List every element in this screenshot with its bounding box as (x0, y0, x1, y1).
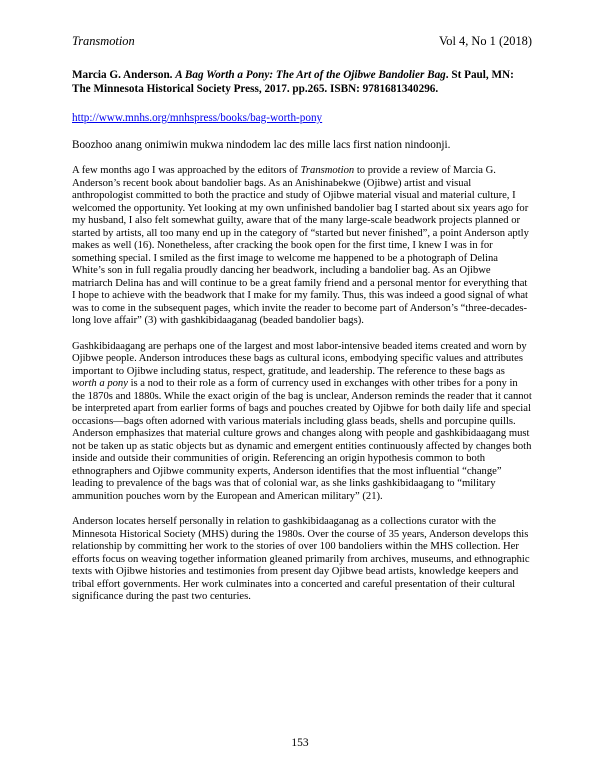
paragraph-2-text-a: Gashkibidaagang are perhaps one of the largest and most labor-intensive beaded items created and worn by Ojibwe people. Anderson introduces these bags as cultural icons, embodying specific values and attributes important to Ojibwe including status, respect, gratitude, and leadership. The reference to these bags as (72, 340, 527, 377)
citation-publication: . St Paul, MN: The Minnesota Historical Society Press, 2017. pp.265. ISBN: 9781681340296. (72, 69, 514, 95)
page-number: 153 (291, 737, 309, 749)
book-citation (72, 68, 532, 96)
paragraph-2 (72, 341, 532, 504)
paragraph-2-text-b: is a nod to their role as a form of currency used in exchanges with other tribes for a pony in the 1870s and 1880s. While the exact origin of the bag is unclear, Anderson reminds the reader that it cannot be interpreted apart from earlier forms of bags and pouches created by Ojibwe for both daily life and special occasions—bags often adorned with various materials including glass beads, shells and porcupine quills. Anderson emphasizes that material culture grows and changes along with people and gashkibidaagang must not be taken up as static objects but as dynamic and emergent entities continuously affected by changes both inside and outside their communities of origin. Referencing an origin hypothesis common to both ethnographers and Ojibwe community experts, Anderson identifies that the most influential “change” leading to prevalence of the bags was that of colonial war, as she links gashkibidaagang to “military ammunition pouches worn by the European and American military” (21). (72, 378, 532, 502)
paragraph-1-journal-name: Transmotion (300, 165, 355, 176)
journal-title: Transmotion (72, 34, 135, 48)
citation-book-title: A Bag Worth a Pony: The Art of the Ojibwe Bandolier Bag (175, 69, 446, 81)
citation-author: Marcia G. Anderson. (72, 69, 173, 81)
running-header (72, 34, 532, 49)
page-body (72, 34, 532, 617)
volume-issue: Vol 4, No 1 (2018) (438, 34, 532, 48)
paragraph-1 (72, 165, 532, 328)
paragraph-2-emphasis: worth a pony (72, 378, 128, 389)
paragraph-1-text-a: A few months ago I was approached by the editors of (72, 165, 301, 176)
ojibwe-greeting: Boozhoo anang onimiwin mukwa nindodem lac des mille lacs first nation nindoonji. (72, 139, 451, 151)
book-link[interactable]: http://www.mnhs.org/mnhspress/books/bag-worth-pony (72, 112, 323, 124)
paragraph-1-text-b: to provide a review of Marcia G. Anderson’s recent book about bandolier bags. As an Anishinabekwe (Ojibwe) artist and visual anthropologist committed to both the practice and study of Ojibwe material visual and material culture, I welcomed the opportunity. Yet looking at my own unfinished bandolier bag I started about six years ago for my husband, I also felt somewhat guilty, aware that of the many large-scale beadwork projects planned or started by artists, all too many end up in the category of “started but never finished”, a point Anderson aptly makes as well (16). Nonetheless, after cracking the book open for the first time, I knew I was in for something special. I smiled as the first image to welcome me happened to be a photograph of Delina White’s son in full regalia proudly dancing her beadwork, including a bandolier bag. As an Ojibwe matriarch Delina has and will continue to be a great family friend and a personal mentor for everything that I hope to achieve with the beadwork that I make for my family. Thus, this was indeed a good signal of what was to come in the subsequent pages, which invite the reader to become part of Anderson’s “three-decades-long love affair” (3) with gashkibidaaganag (beaded bandolier bags). (72, 165, 529, 326)
paragraph-3: Anderson locates herself personally in relation to gashkibidaaganag as a collections curator with the Minnesota Historical Society (MHS) during the 1980s. Over the course of 35 years, Anderson develops this relationship by committing her work to the stories of over 100 bandoliers within the MHS collection. Her efforts focus on weaving together information gleaned primarily from archives, museums, and ethnographic texts with Ojibwe histories and testimonies from present day Ojibwe bead artists, knowledge keepers and tribal effort governments. Her work culminates into a concerted and careful presentation of their cultural significance during the past two centuries. (72, 516, 530, 602)
